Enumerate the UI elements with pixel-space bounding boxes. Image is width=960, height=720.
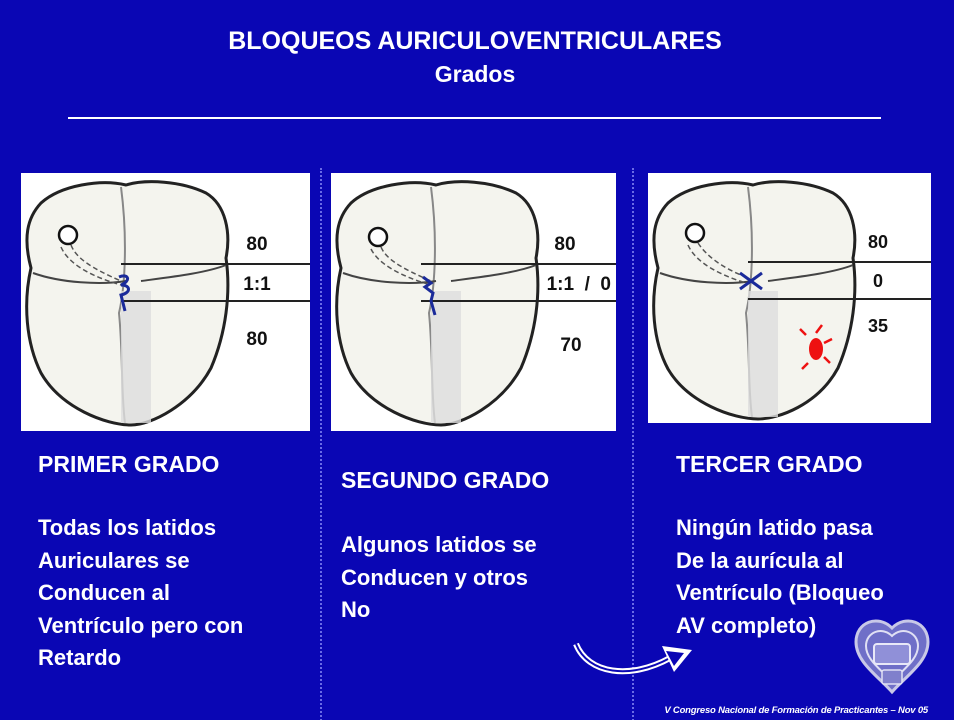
ventricular-rate-label: 70 [560,335,582,356]
description-second-degree [341,529,537,627]
description-line: Algunos latidos se [341,532,537,557]
atrial-rate-label: 80 [246,234,268,255]
description-line: AV completo) [676,612,817,638]
heart-diagram-icon [337,182,538,425]
description-line: Ventrículo pero con [38,612,244,638]
conduction-ratio-label: 0 [872,271,884,291]
sinus-node-icon [686,224,704,242]
description-first-degree [38,512,243,675]
description-line: No [341,597,371,622]
heart-diagram-icon [27,182,228,425]
heart-panel-first-degree [21,173,310,431]
description-line: De la aurícula al [676,547,844,573]
heading-third-degree: TERCER GRADO [676,451,863,477]
description-line: Ningún latido pasa [676,515,873,540]
atrial-rate-label: 80 [554,234,576,255]
logo-icon [852,618,932,696]
ventricular-rate-label: 80 [246,329,268,350]
sinus-node-icon [59,226,77,244]
heart-diagram-icon [654,182,855,419]
curved-arrow-icon [570,636,700,684]
heading-second-degree: SEGUNDO GRADO [341,467,550,493]
title-divider [68,117,881,119]
description-line: Conducen al [38,580,171,605]
ventricular-rate-label: 35 [867,316,889,336]
description-line: Conducen y otros [341,564,529,590]
footer-caption: V Congreso Nacional de Formación de Practicantes – Nov 05 [664,705,928,716]
sinus-node-icon [369,228,387,246]
conduction-ratio-label: 1:1 / 0 [546,274,611,295]
conduction-ratio-label: 1:1 [243,274,271,295]
description-line: Ventrículo (Bloqueo [676,580,884,605]
description-line: Auriculares se [38,547,190,573]
atrial-rate-label: 80 [867,232,889,252]
heart-panel-second-degree [331,173,616,431]
slide-title: BLOQUEOS AURICULOVENTRICULARES [228,27,722,55]
slide-subtitle: Grados [434,61,516,87]
heart-panel-third-degree [648,173,931,423]
heading-first-degree: PRIMER GRADO [38,451,220,477]
description-line: Retardo [38,645,122,670]
column-divider [320,168,322,720]
description-line: Todas los latidos [38,515,217,540]
